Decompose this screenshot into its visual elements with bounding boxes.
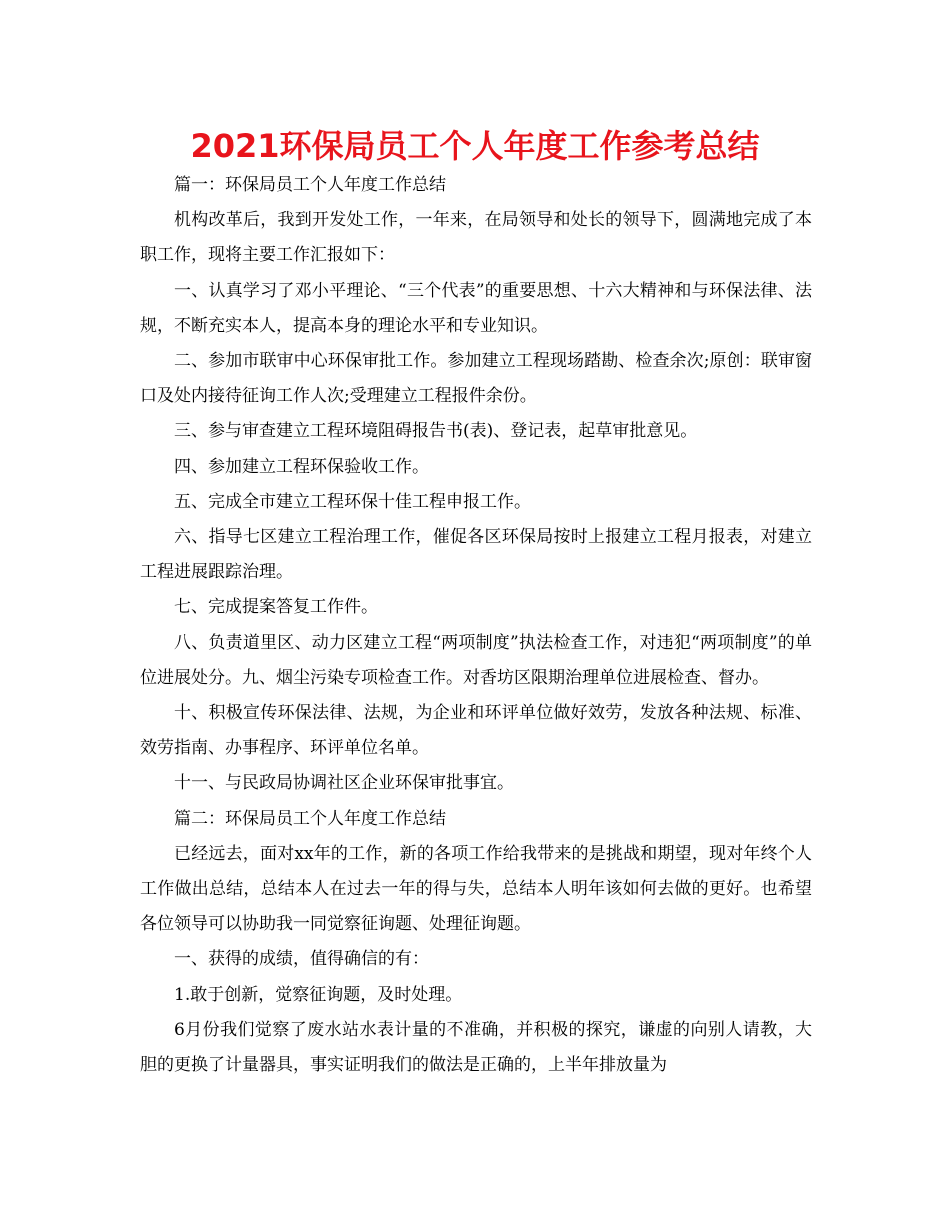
paragraph: 一、认真学习了邓小平理论、“三个代表”的重要思想、十六大精神和与环保法律、法规，不断充实本人，提高本身的理论水平和专业知识。 <box>140 280 812 336</box>
document-title: 2021环保局员工个人年度工作参考总结 <box>190 127 760 165</box>
paragraph: 已经远去，面对xx年的工作，新的各项工作给我带来的是挑战和期望，现对年终个人工作做出总结，总结本人在过去一年的得与失，总结本人明年该如何去做的更好。也希望各位领导可以协助我一同觉察征询题、处理征询题。 <box>140 843 812 935</box>
paragraph: 二、参加市联审中心环保审批工作。参加建立工程现场踏勘、检查余次;原创：联审窗口及处内接待征询工作人次;受理建立工程报件余份。 <box>140 351 812 407</box>
paragraph: 四、参加建立工程环保验收工作。 <box>174 456 429 477</box>
section-heading: 篇二：环保局员工个人年度工作总结 <box>174 808 446 829</box>
paragraph: 十、积极宣传环保法律、法规，为企业和环评单位做好效劳，发放各种法规、标准、效劳指南、办事程序、环评单位名单。 <box>140 703 812 759</box>
paragraph: 一、获得的成绩，值得确信的有： <box>174 949 429 970</box>
paragraph: 1.敢于创新，觉察征询题，及时处理。 <box>174 984 463 1005</box>
paragraph: 十一、与民政局协调社区企业环保审批事宜。 <box>174 773 514 794</box>
paragraph: 五、完成全市建立工程环保十佳工程申报工作。 <box>174 491 531 512</box>
paragraph: 机构改革后，我到开发处工作，一年来，在局领导和处长的领导下，圆满地完成了本职工作，现将主要工作汇报如下： <box>140 210 812 266</box>
paragraph: 六、指导七区建立工程治理工作，催促各区环保局按时上报建立工程月报表，对建立工程进展跟踪治理。 <box>140 527 812 583</box>
paragraph: 七、完成提案答复工作件。 <box>174 597 378 618</box>
section-heading: 篇一：环保局员工个人年度工作总结 <box>174 175 446 195</box>
paragraph: 6月份我们觉察了废水站水表计量的不准确，并积极的探究，谦虚的向别人请教，大胆的更换了计量器具，事实证明我们的做法是正确的，上半年排放量为 <box>140 1019 812 1076</box>
document-body <box>140 168 812 1083</box>
paragraph: 八、负责道里区、动力区建立工程“两项制度”执法检查工作，对违犯“两项制度”的单位进展处分。九、烟尘污染专项检查工作。对香坊区限期治理单位进展检查、督办。 <box>140 632 812 688</box>
paragraph: 三、参与审查建立工程环境阻碍报告书(表)、登记表，起草审批意见。 <box>174 421 698 442</box>
